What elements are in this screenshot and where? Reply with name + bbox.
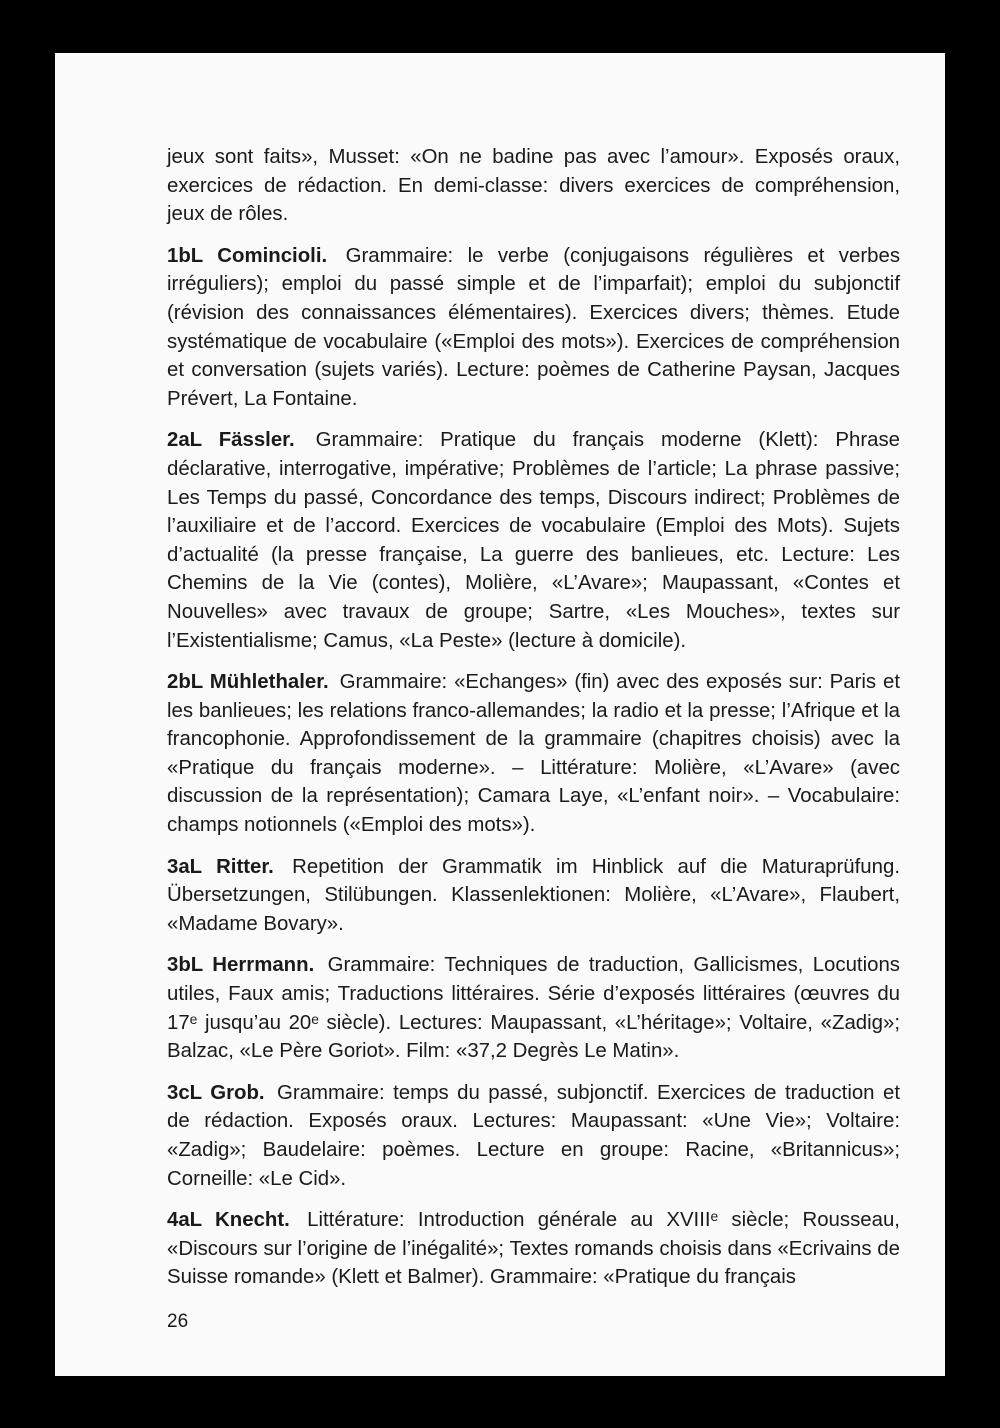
paragraph-3herrmann <box>167 951 900 1065</box>
class-heading: 3cL Grob. <box>167 1081 265 1104</box>
paragraph-text: Repetition der Grammatik im Hinblick auf die Maturaprüfung. Übersetzungen, Stilübungen. Klassenlektionen: Molière, «L’Avare», Flaubert, «Madame Bovary». <box>167 855 900 935</box>
class-heading: 3bL Herrmann. <box>167 954 315 977</box>
paragraph-text: Grammaire: le verbe (conjugaisons régulières et verbes irréguliers); emploi du passé simple et de l’imparfait); emploi du subjonctif (révision des connaissances élémentaires). Exercices divers; thèmes. Etude systématique de vocabulaire («Emploi des mots»). Exercices de compréhension et conversation (sujets variés). Lecture: poèmes de Catherine Paysan, Jacques Prévert, La Fontaine. <box>167 244 901 410</box>
page-number: 26 <box>167 1311 189 1332</box>
paragraph-text: jeux sont faits», Musset: «On ne badine pas avec l’amour». Exposés oraux, exercices de rédaction. En demi-classe: divers exercices de compréhension, jeux de rôles. <box>167 146 900 226</box>
paragraph-4knecht <box>167 1206 900 1292</box>
paragraph-3ritter <box>167 853 900 939</box>
document-page <box>55 53 945 1376</box>
class-heading: 1bL Comincioli. <box>167 244 328 267</box>
paragraph-3grob <box>167 1079 900 1193</box>
paragraph-text: Grammaire: Techniques de traduction, Gallicismes, Locutions utiles, Faux amis; Traductions littéraires. Série d’exposés littéraires (œuvres du 17ᵉ jusqu’au 20ᵉ siècle). Lectures: Maupassant, «L’héritage»; Voltaire, «Zadig»; Balzac, «Le Père Goriot». Film: «37,2 Degrès Le Matin». <box>167 954 900 1063</box>
paragraph-text: Grammaire: «Echanges» (fin) avec des exposés sur: Paris et les banlieues; les relations franco-allemandes; la radio et la presse; l’Afrique et la francophonie. Approfondissement de la grammaire (chapitres choisis) avec la «Pratique du français moderne». – Littérature: Molière, «L’Avare» (avec discussion de la représentation); Camara Laye, «L’enfant noir». – Vocabulaire: champs notionnels («Emploi des mots»). <box>167 671 900 837</box>
paragraph-0 <box>167 143 900 229</box>
class-heading: 2aL Fässler. <box>167 429 295 452</box>
paragraph-text: Grammaire: temps du passé, subjonctif. Exercices de traduction et de rédaction. Exposés oraux. Lectures: Maupassant: «Une Vie»; Voltaire: «Zadig»; Baudelaire: poèmes. Lecture en groupe: Racine, «Britannicus»; Corneille: «Le Cid». <box>167 1081 900 1190</box>
paragraph-text: Littérature: Introduction générale au XVIIIᵉ siècle; Rousseau, «Discours sur l’origine de l’inégalité»; Textes romands choisis dans «Ecrivains de Suisse romande» (Klett et Balmer). Grammaire: «Pratique du français <box>167 1209 900 1289</box>
paragraph-1comincioli <box>167 242 900 414</box>
class-heading: 3aL Ritter. <box>167 855 274 878</box>
paragraph-2muhlethaler <box>167 668 900 840</box>
page-body <box>167 143 900 1305</box>
class-heading: 2bL Mühlethaler. <box>167 671 329 694</box>
paragraph-text: Grammaire: Pratique du français moderne (Klett): Phrase déclarative, interrogative, impérative; Problèmes de l’article; La phrase passive; Les Temps du passé, Concordance des temps, Discours indirect; Problèmes de l’auxiliaire et de l’accord. Exercices de vocabulaire (Emploi des Mots). Sujets d’actualité (la presse française, La guerre des banlieues, etc. Lecture: Les Chemins de la Vie (contes), Molière, «L’Avare»; Maupassant, «Contes et Nouvelles» avec travaux de groupe; Sartre, «Les Mouches», textes sur l’Existentialisme; Camus, «La Peste» (lecture à domicile). <box>167 429 901 652</box>
class-heading: 4aL Knecht. <box>167 1209 290 1232</box>
paragraph-2fassler <box>167 426 900 655</box>
